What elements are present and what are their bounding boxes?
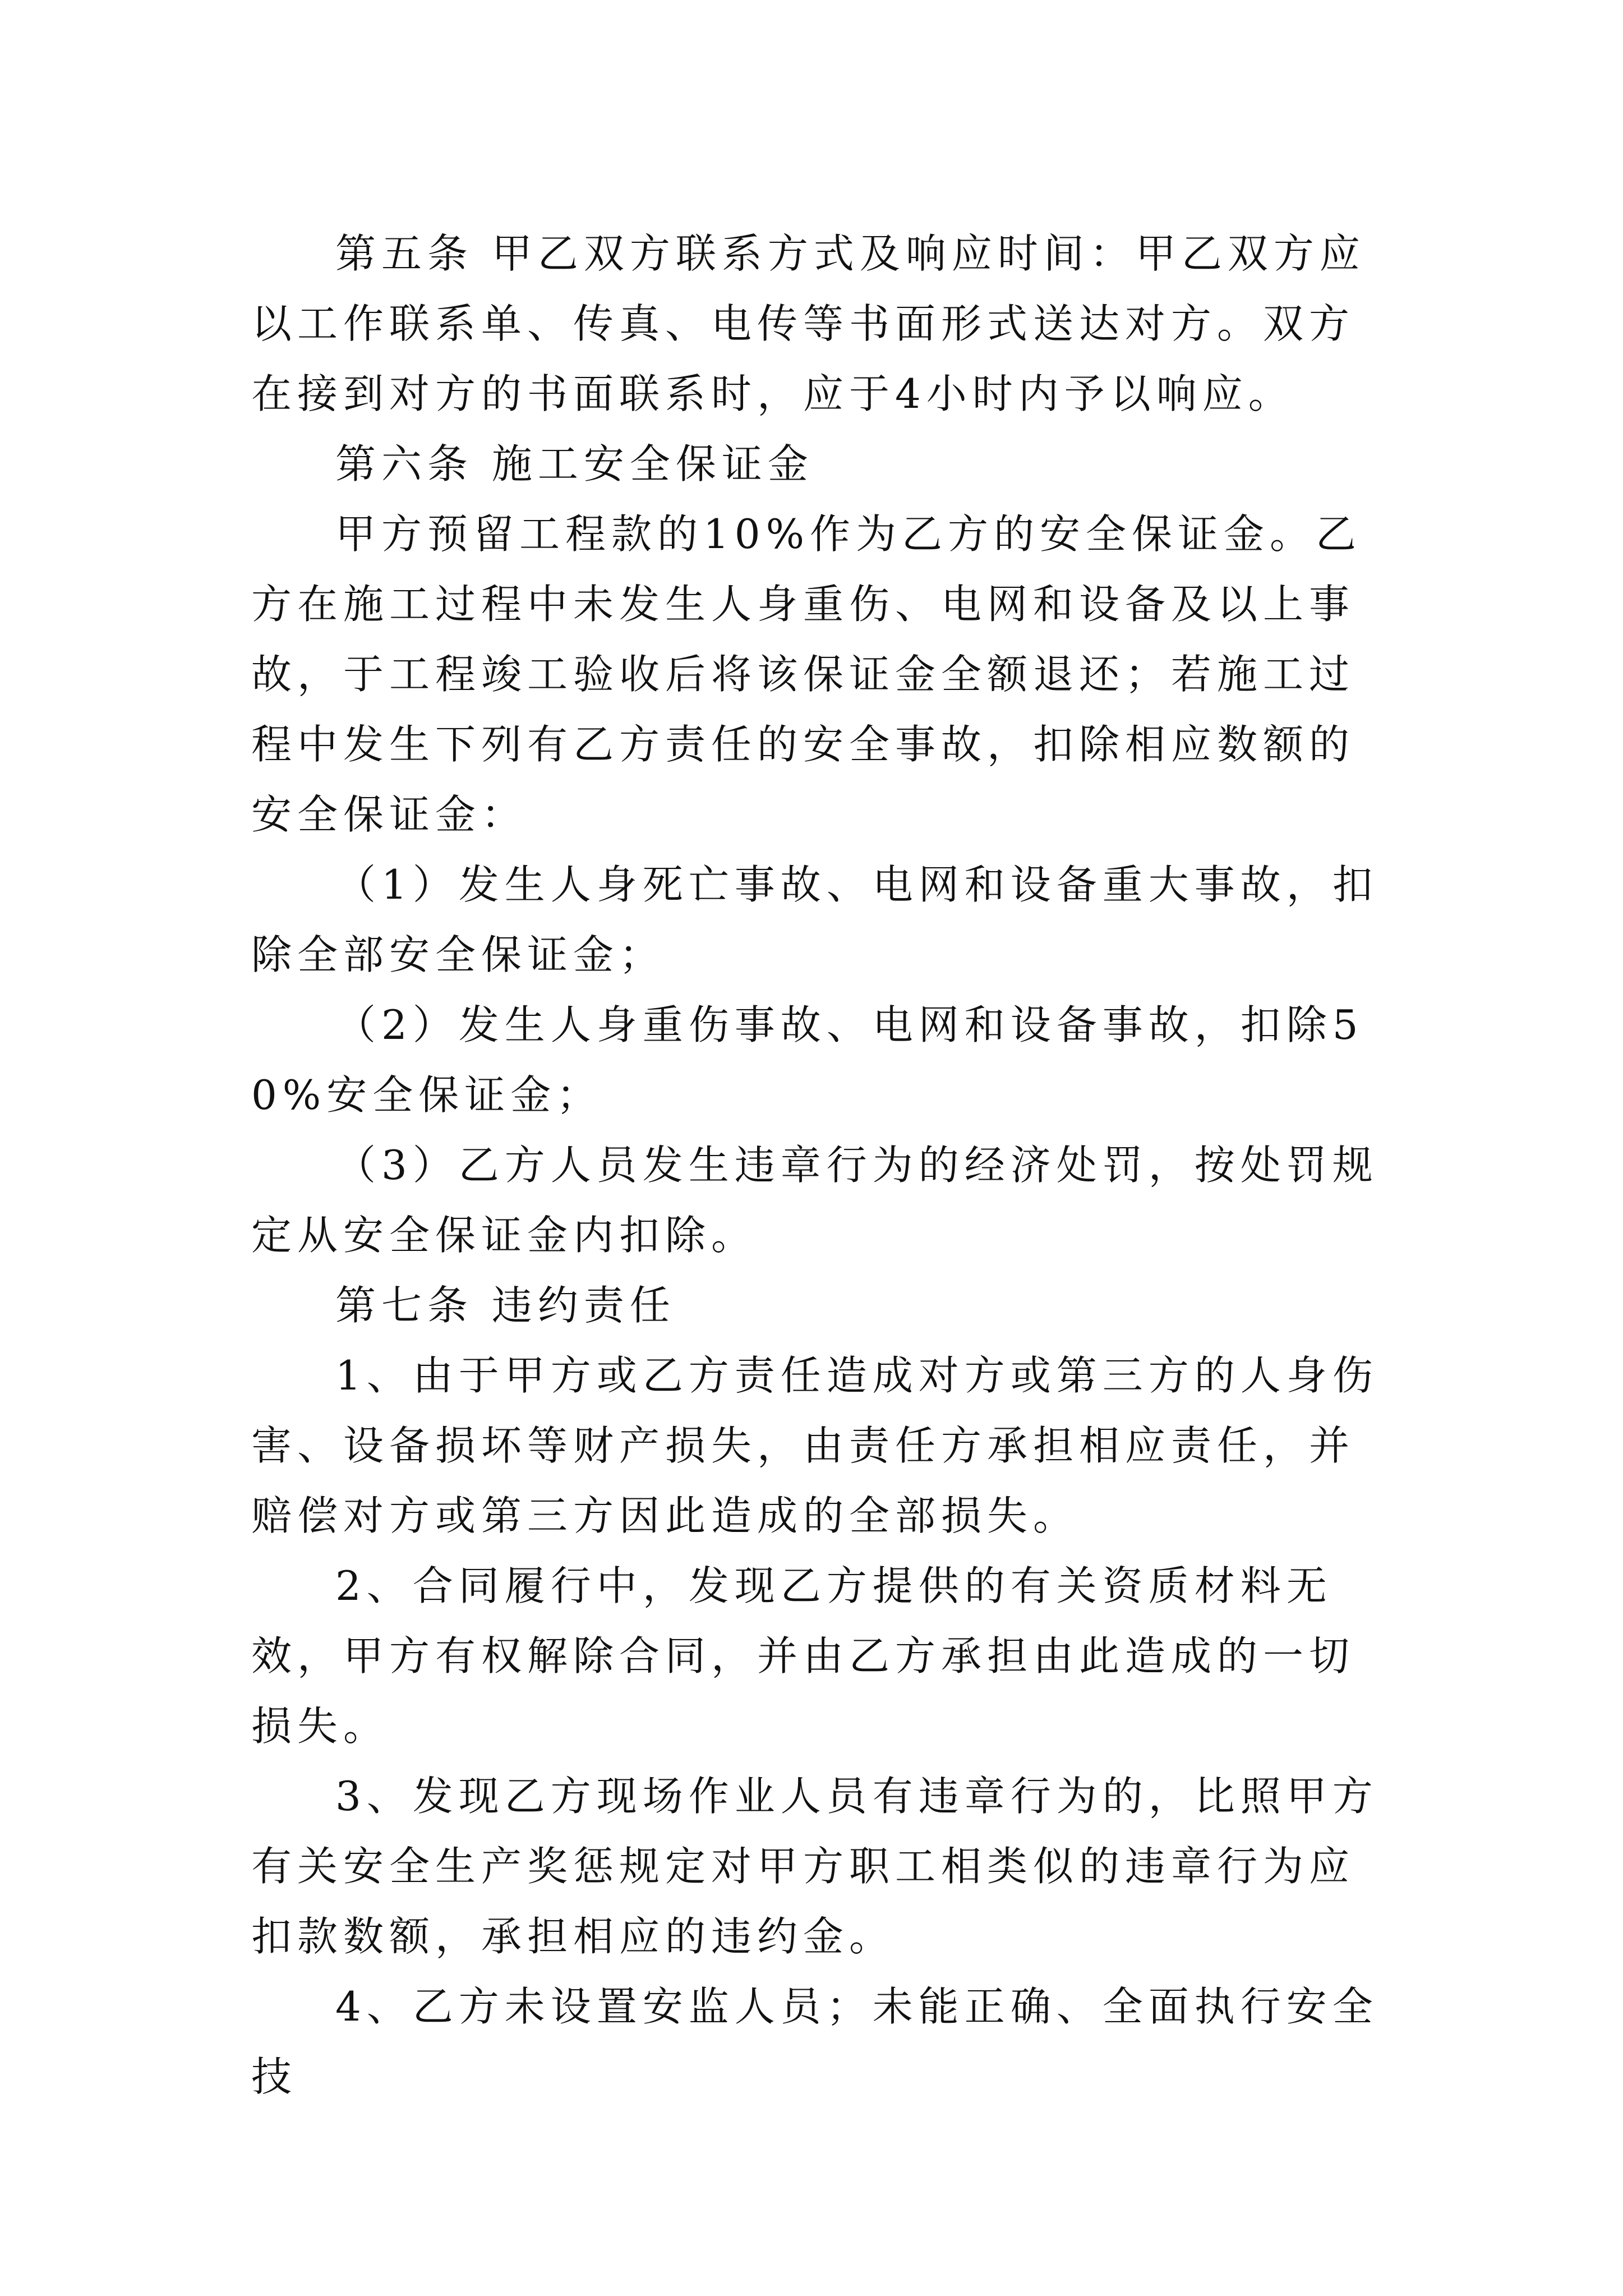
- clause-7-item-4: 4、乙方未设置安监人员；未能正确、全面执行安全技: [251, 1983, 1378, 2100]
- clause-6-heading: 第六条 施工安全保证金: [335, 440, 814, 487]
- document-body: [251, 219, 1390, 2112]
- clause-6-deposit-text: 甲方预留工程款的10%作为乙方的安全保证金。乙方在施工过程中未发生人身重伤、电网和设备及以上事故，于工程竣工验收后将该保证金全额退还；若施工过程中发生下列有乙方责任的安全事故，扣除相应数额的安全保证金：: [251, 510, 1362, 838]
- clause-5-contact-response: 第五条 甲乙双方联系方式及响应时间：甲乙双方应以工作联系单、传真、电传等书面形式送达对方。双方在接到对方的书面联系时，应于4小时内予以响应。: [251, 230, 1366, 417]
- clause-6-item-2: （2）发生人身重伤事故、电网和设备事故，扣除50%安全保证金；: [251, 1001, 1364, 1119]
- clause-6-item-3: （3）乙方人员发生违章行为的经济处罚，按处罚规定从安全保证金内扣除。: [251, 1142, 1378, 1259]
- clause-7-heading: 第七条 违约责任: [335, 1282, 676, 1329]
- clause-7-item-2: 2、合同履行中，发现乙方提供的有关资质材料无效，甲方有权解除合同，并由乙方承担由此造成的一切损失。: [251, 1562, 1355, 1750]
- clause-7-item-3: 3、发现乙方现场作业人员有违章行为的，比照甲方有关安全生产奖惩规定对甲方职工相类似的违章行为应扣款数额，承担相应的违约金。: [251, 1773, 1378, 1960]
- clause-6-item-1: （1）发生人身死亡事故、电网和设备重大事故，扣除全部安全保证金；: [251, 861, 1378, 978]
- clause-7-item-1: 1、由于甲方或乙方责任造成对方或第三方的人身伤害、设备损坏等财产损失，由责任方承担相应责任，并赔偿对方或第三方因此造成的全部损失。: [251, 1352, 1378, 1539]
